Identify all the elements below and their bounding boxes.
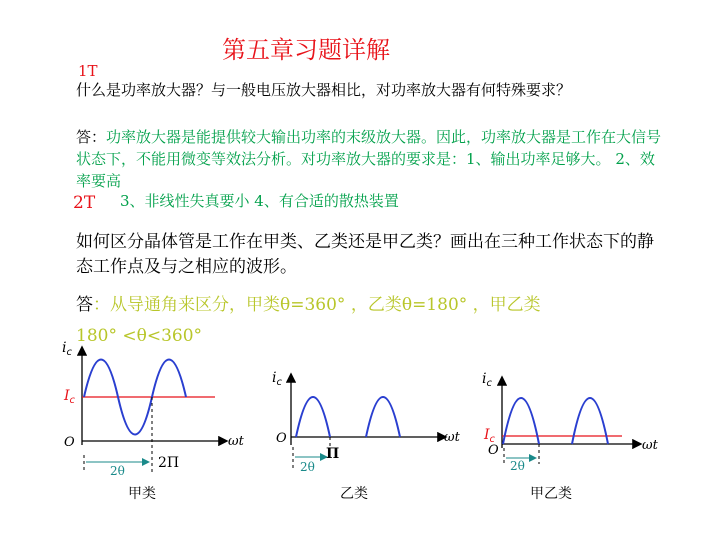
axis-label: ωt bbox=[444, 430, 460, 445]
caption-class-ab: 甲乙类 bbox=[530, 486, 572, 502]
two-pi-label: 2Π bbox=[158, 455, 180, 471]
ic-label: $i_c$ bbox=[482, 371, 492, 389]
question-2-number: 2T bbox=[73, 193, 96, 213]
page-title: 第五章习题详解 bbox=[222, 36, 390, 64]
ic-label: $i_c$ bbox=[272, 370, 282, 388]
axis-label: ωt bbox=[642, 438, 658, 453]
answer-2-line2: 180° <θ<360° bbox=[76, 326, 203, 346]
axis-label: ωt bbox=[228, 434, 244, 449]
answer-1-prefix: 答： bbox=[76, 128, 107, 146]
ic-label: $i_c$ bbox=[62, 340, 72, 358]
question-1-text: 什么是功率放大器？与一般电压放大器相比，对功率放大器有何特殊要求？ bbox=[76, 81, 572, 99]
origin-label: O bbox=[64, 435, 75, 450]
question-1-number: 1T bbox=[78, 62, 98, 80]
2theta-label: 2θ bbox=[110, 464, 125, 478]
caption-class-b: 乙类 bbox=[340, 486, 368, 502]
wave-1 bbox=[503, 398, 539, 444]
Ic-label: $I_c$ bbox=[64, 388, 76, 406]
diagram-class-a bbox=[62, 340, 245, 502]
Ic-label: $I_c$ bbox=[484, 427, 496, 445]
question-2-text: 如何区分晶体管是工作在甲类、乙类还是甲乙类？画出在三种工作状态下的静态工作点及与之相应的波形。 bbox=[76, 232, 654, 277]
wave-2 bbox=[572, 398, 608, 444]
caption-class-a: 甲类 bbox=[128, 486, 156, 502]
answer-1-line3: 3、非线性失真要小 4、有合适的散热装置 bbox=[120, 192, 399, 210]
2theta-label: 2θ bbox=[300, 460, 315, 474]
origin-label: O bbox=[488, 443, 499, 458]
half-wave-1 bbox=[296, 397, 330, 437]
diagram-class-b bbox=[272, 370, 461, 502]
answer-2-body: ：从导通角来区分，甲类θ=360° ，乙类θ=180° ，甲乙类 bbox=[93, 295, 541, 315]
2theta-label: 2θ bbox=[510, 459, 525, 473]
origin-label: O bbox=[276, 431, 287, 446]
half-wave-2 bbox=[366, 397, 400, 437]
answer-1-body: 功率放大器是能提供较大输出功率的末级放大器。因此，功率放大器是工作在大信号状态下，不能用微变等效法分析。对功率放大器的要求是：1、输出功率足够大。 2、效率要高 bbox=[76, 128, 662, 190]
answer-2-prefix: 答 bbox=[76, 295, 93, 315]
pi-label: Π bbox=[326, 446, 340, 462]
diagram-class-ab bbox=[482, 371, 659, 502]
